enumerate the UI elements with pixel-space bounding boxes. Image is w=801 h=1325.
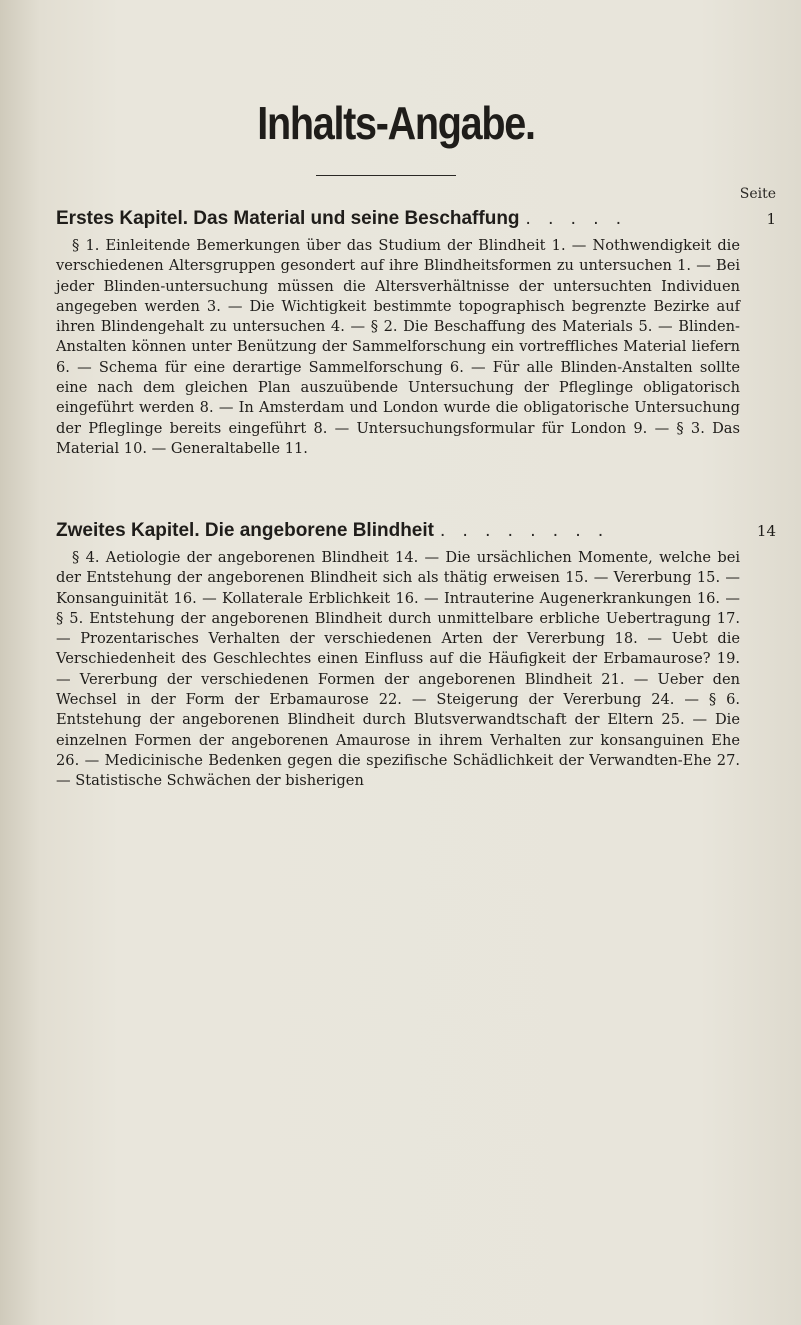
chapter-1 bbox=[56, 208, 776, 459]
chapter-page-number: 1 bbox=[766, 210, 776, 228]
chapter-heading bbox=[56, 520, 776, 542]
chapter-heading bbox=[56, 208, 776, 230]
chapter-label: Zweites Kapitel. bbox=[56, 520, 200, 541]
chapter-title: Das Material und seine Beschaffung bbox=[193, 208, 520, 229]
chapter-summary bbox=[56, 236, 776, 459]
chapter-label: Erstes Kapitel. bbox=[56, 208, 188, 229]
title-rule bbox=[316, 175, 456, 176]
chapter-page-number: 14 bbox=[756, 522, 776, 540]
chapter-summary-text: § 1. Einleitende Bemerkungen über das Studium der Blindheit 1. — Nothwendigkeit die verschiedenen Altersgruppen gesondert auf ihre Blindheitsformen zu untersuchen 1. — Bei jeder Blinden-untersuchung müssen die Altersverhältnisse der untersuchten Individuen angegeben werden 3. — Die Wichtigkeit bestimmte topographisch begrenzte Bezirke auf ihren Blindengehalt zu untersuchen 4. — § 2. Die Beschaffung des Materials 5. — Blinden-Anstalten können unter Benützung der Sammelforschung ein vortreffliches Material liefern 6. — Schema für eine derartige Sammelforschung 6. — Für alle Blinden-Anstalten sollte eine nach dem gleichen Plan auszuübende Untersuchung der Pfleglinge obligatorisch eingeführt werden 8. — In Amsterdam und London wurde die obligatorische Untersuchung der Pfleglinge bereits eingeführt 8. — Untersuchungsformular für London 9. — § 3. Das Material 10. — Generaltabelle 11. bbox=[56, 237, 740, 457]
page-title: Inhalts-Angabe. bbox=[257, 97, 535, 149]
chapter-title: Die angeborene Blindheit bbox=[204, 520, 434, 541]
chapter-2 bbox=[56, 520, 776, 792]
dot-leader: . . . . . . . . bbox=[439, 520, 610, 541]
page-column-label: Seite bbox=[739, 186, 776, 202]
chapter-summary bbox=[56, 548, 776, 792]
dot-leader: . . . . . bbox=[525, 208, 628, 229]
chapter-summary-text: § 4. Aetiologie der angeborenen Blindheit 14. — Die ursächlichen Momente, welche bei der Entstehung der angeborenen Blindheit sich als thätig erweisen 15. — Vererbung 15. — Konsanguinität 16. — Kollaterale Erblichkeit 16. — Intrauterine Augenerkrankungen 16. — § 5. Entstehung der angeborenen Blindheit durch unmittelbare erbliche Uebertragung 17. — Prozentarisches Verhalten der verschiedenen Arten der Vererbung 18. — Uebt die Verschiedenheit des Geschlechtes einen Einfluss auf die Häufigkeit der Erbamaurose? 19. — Vererbung der verschiedenen Formen der angeborenen Blindheit 21. — Ueber den Wechsel in der Form der Erbamaurose 22. — Steigerung der Vererbung 24. — § 6. Entstehung der angeborenen Blindheit durch Blutsverwandtschaft der Eltern 25. — Die einzelnen Formen der angeborenen Amaurose in ihrem Verhalten zur konsanguinen Ehe 26. — Medicinische Bedenken gegen die spezifische Schädlichkeit der Verwandten-Ehe 27. — Statistische Schwächen der bisherigen bbox=[56, 549, 740, 790]
